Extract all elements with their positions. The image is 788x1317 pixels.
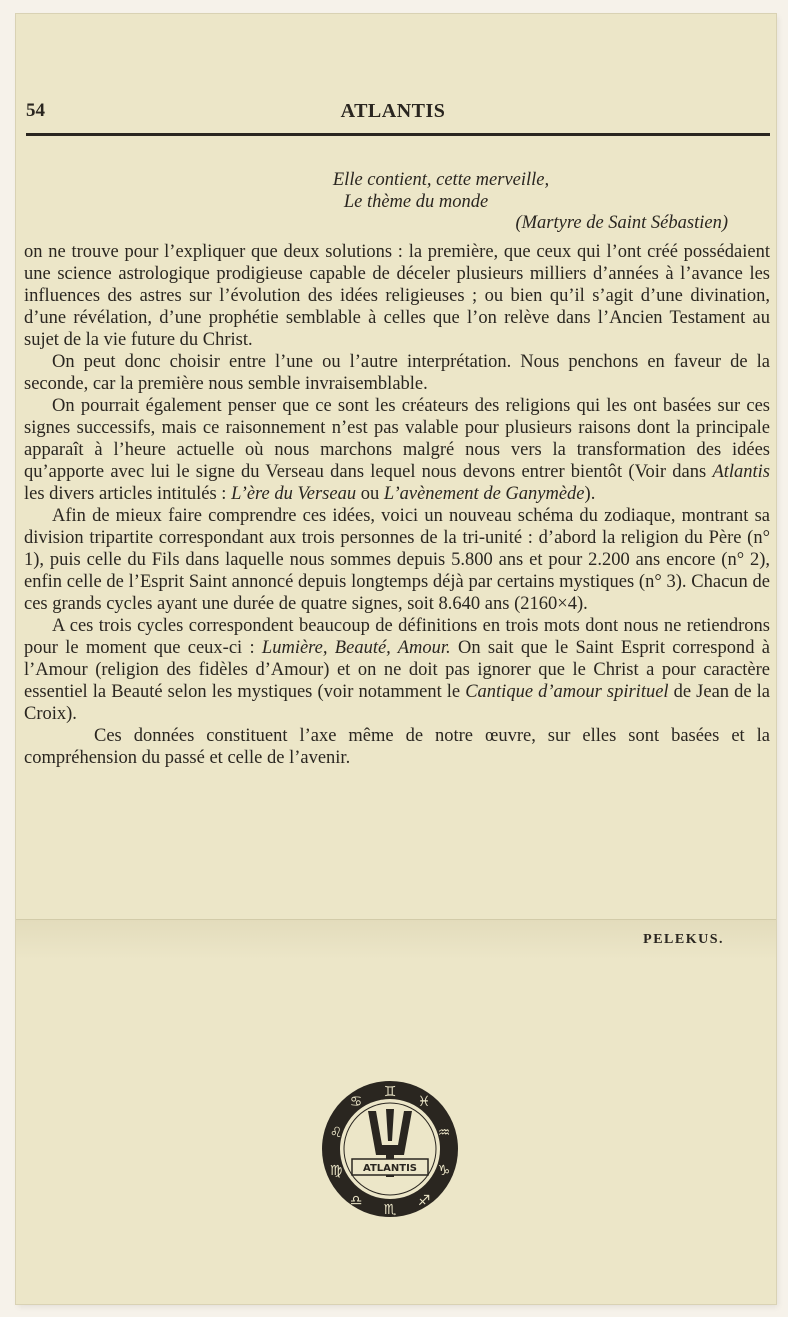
epigraph-source: (Martyre de Saint Sébastien) <box>515 213 728 233</box>
paragraph-5 <box>24 615 770 725</box>
article-title-avenement: L’avènement de Ganymède <box>383 484 585 504</box>
three-words: Lumière, Beauté, Amour. <box>261 638 451 658</box>
svg-text:♌: ♌ <box>329 1125 343 1141</box>
paragraph-5-end: de Jean de la Croix). <box>24 682 770 724</box>
epigraph-line-2: Le thème du monde <box>343 191 489 212</box>
page-header <box>26 100 760 130</box>
header-rule <box>26 133 770 136</box>
svg-text:♋: ♋ <box>349 1094 363 1110</box>
paragraph-3-mid: les divers articles intitulés : <box>24 484 232 504</box>
article-title-ere: L’ère du Verseau <box>231 484 357 504</box>
paragraph-3-ou: ou <box>356 484 384 504</box>
running-title: ATLANTIS <box>340 100 446 122</box>
paragraph-4: Afin de mieux faire comprendre ces idées, voici un nouveau schéma du zodiaque, montrant sa division tripartite correspondant aux trois personnes de la tri-unité : d’abord la religion du Père (n° 1), puis celle du Fils dans laquelle nous sommes depuis 5.800 ans et pour 2.200 ans encore (n° 2), enfin celle de l’Esprit Saint annoncé depuis longtemps déjà par certains mystiques (n° 3). Chacun de ces grands cycles ayant une durée de quatre signes, soit 8.640 ans (2160×4). <box>24 506 770 614</box>
atlantis-ref: Atlantis <box>712 462 770 482</box>
page-number: 54 <box>26 100 45 121</box>
epigraph <box>16 170 776 235</box>
article-body <box>24 241 770 769</box>
page-sheet <box>16 14 776 1304</box>
paragraph-3-end: ). <box>584 484 596 504</box>
svg-text:♊: ♊ <box>383 1084 397 1100</box>
paragraph-5-text: A ces trois cycles correspondent beaucoup de définitions en trois mots dont nous ne retiendrons pour le moment que ceux-ci : <box>24 616 770 658</box>
paragraph-2: On peut donc choisir entre l’une ou l’autre interprétation. Nous penchons en faveur de la seconde, car la première nous semble invraisemblable. <box>24 352 770 394</box>
svg-text:♐: ♐ <box>417 1193 431 1209</box>
svg-text:♏: ♏ <box>383 1202 397 1218</box>
emblem-label: ATLANTIS <box>362 1163 418 1174</box>
atlantis-emblem <box>320 1079 460 1219</box>
paragraph-3-text: On pourrait également penser que ce sont les créateurs des religions qui les ont basées sur ces signes successifs, mais ce raisonnement n’est pas valable pour plusieurs raisons dont la principale apparaît à l’heure actuelle où nous marchons malgré nous vers la transformation des idées qu’apporte avec lui le signe du Verseau dans lequel nous devons entrer bientôt (Voir dans <box>24 396 770 482</box>
svg-text:♑: ♑ <box>437 1163 451 1179</box>
svg-text:♎: ♎ <box>349 1193 363 1209</box>
cantique-title: Cantique d’amour spirituel <box>465 682 669 702</box>
paragraph-5-mid: On sait que le Saint Esprit correspond à l’Amour (religion des fidèles d’Amour) et on ne doit pas ignorer que le Christ a pour caractère essentiel la Beauté selon les mystiques (voir notamment le <box>24 638 770 702</box>
author-signature: PELEKUS. <box>643 932 724 947</box>
epigraph-line-1: Elle contient, cette merveille, <box>332 170 550 190</box>
paragraph-1: on ne trouve pour l’expliquer que deux solutions : la première, que ceux qui l’ont créé possédaient une science astrologique prodigieuse capable de déceler plusieurs milliers d’années à l’avance les influences des astres sur l’évolution des idées religieuses ; ou bien qu’il s’agit d’une divination, d’une révélation, d’une prophétie semblable à celles que l’on relève dans l’Ancien Testament au sujet de la vie future du Christ. <box>24 242 770 350</box>
svg-text:♒: ♒ <box>437 1125 451 1141</box>
svg-text:♍: ♍ <box>329 1163 343 1179</box>
svg-text:♓: ♓ <box>417 1094 431 1110</box>
paragraph-3 <box>24 395 770 505</box>
paragraph-6: Ces données constituent l’axe même de notre œuvre, sur elles sont basées et la compréhension du passé et celle de l’avenir. <box>24 726 770 768</box>
